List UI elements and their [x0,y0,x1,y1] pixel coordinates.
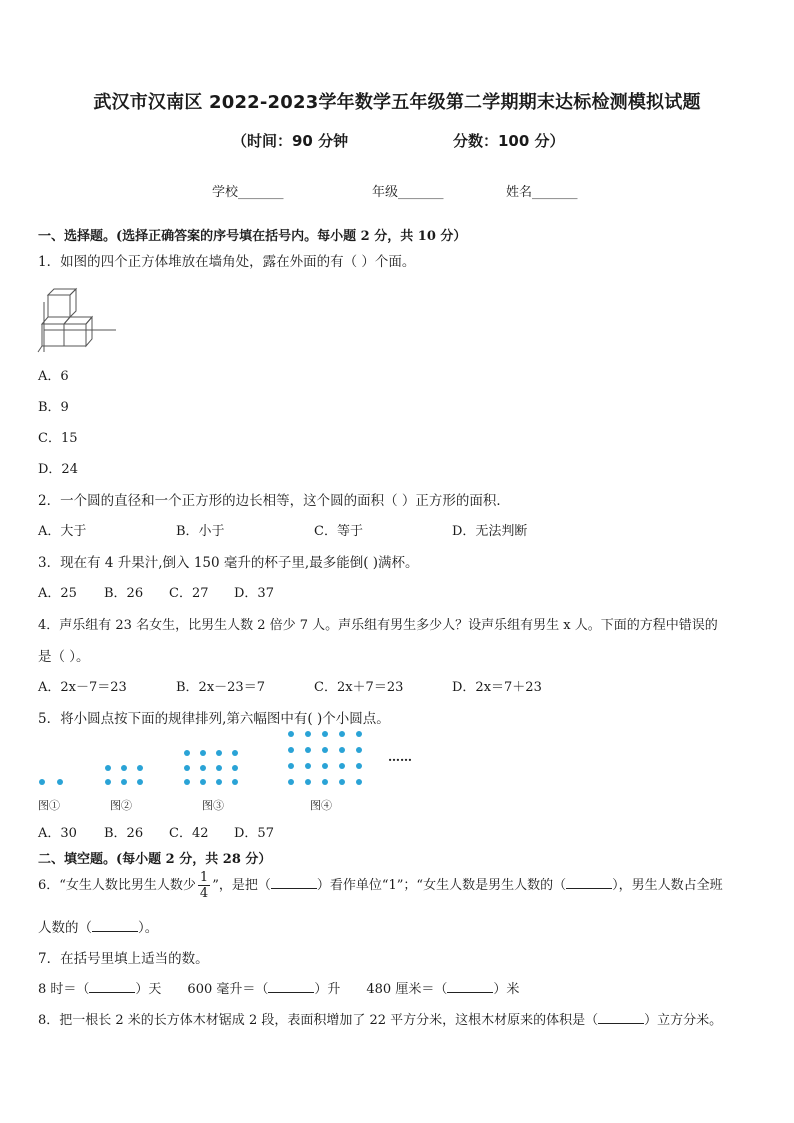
q7-blank-liters[interactable] [268,980,314,993]
figure-3-label: 图③ [202,799,224,812]
q3-option-a[interactable]: A．25 [38,586,77,601]
fraction-denominator: 4 [199,886,209,901]
q1-option-b[interactable]: B．9 [38,400,69,415]
q2-option-c[interactable]: C．等于 [314,524,363,539]
pattern-dot [216,750,222,756]
pattern-dot [121,765,127,771]
question-4-line2: 是（ ）。 [38,649,90,665]
question-7: 7．在括号里填上适当的数。 [38,951,209,967]
q7-a-prefix: 8 时＝（ [38,982,90,997]
pattern-dot [322,747,328,753]
grade-field[interactable]: 年级_______ [372,185,444,200]
question-5: 5．将小圆点按下面的规律排列,第六幅图中有( )个小圆点。 [38,711,390,727]
pattern-dot [137,765,143,771]
pattern-dot [339,763,345,769]
q3-option-b[interactable]: B．26 [104,586,144,601]
q2-option-b[interactable]: B．小于 [176,524,225,539]
q1-option-a[interactable]: A．6 [38,369,69,384]
question-2: 2．一个圆的直径和一个正方形的边长相等，这个圆的面积（ ）正方形的面积． [38,493,510,509]
section-1-heading: 一、选择题。(选择正确答案的序号填在括号内。每小题 2 分，共 10 分） [38,229,467,244]
fraction-one-quarter [198,871,210,900]
question-4-line1: 4．声乐组有 23 名女生，比男生人数 2 倍少 7 人。声乐组有男生多少人？设声乐组有男生 x 人。下面的方程中错误的 [38,618,718,633]
section-2-heading: 二、填空题。(每小题 2 分，共 28 分） [38,852,272,867]
q7-b-suffix: ）升 [314,982,341,997]
q2-option-d[interactable]: D．无法判断 [452,524,528,539]
q8-blank[interactable] [598,1011,644,1024]
q1-option-d[interactable]: D．24 [38,462,78,477]
q5-option-c[interactable]: C．42 [169,826,209,841]
pattern-dot [288,731,294,737]
q6-blank-2[interactable] [566,876,612,889]
pattern-dot [184,765,190,771]
q5-option-a[interactable]: A．30 [38,826,77,841]
fraction-numerator: 1 [199,870,209,885]
q6-part1: 6．“女生人数比男生人数少 [38,878,196,893]
q8-part1: 8．把一根长 2 米的长方体木材锯成 2 段，表面积增加了 22 平方分米，这根木材原来的体积是（ [38,1013,599,1028]
pattern-dot [200,779,206,785]
pattern-dot [288,747,294,753]
pattern-dot [356,763,362,769]
pattern-dot [356,779,362,785]
pattern-dot [216,779,222,785]
q4-option-c[interactable]: C．2x＋7＝23 [314,680,404,695]
q6-blank-3[interactable] [92,919,138,932]
figure-2-label: 图② [110,799,132,812]
pattern-dot [305,779,311,785]
pattern-dot [356,731,362,737]
q1-option-c[interactable]: C．15 [38,431,78,446]
q6-blank-1[interactable] [271,876,317,889]
pattern-ellipsis: …… [388,750,412,764]
exam-score: 分数：100 分） [453,132,565,150]
q6-line2-b: ）。 [138,920,159,936]
q7-blank-meters[interactable] [447,980,493,993]
q3-option-d[interactable]: D．37 [234,586,274,601]
q5-option-b[interactable]: B．26 [104,826,144,841]
pattern-dot [105,765,111,771]
q3-option-c[interactable]: C．27 [169,586,209,601]
pattern-dot [232,750,238,756]
pattern-dot [137,779,143,785]
pattern-dot [105,779,111,785]
question-6-line1 [38,871,723,900]
figure-1-label: 图① [38,799,60,812]
q5-option-d[interactable]: D．57 [234,826,274,841]
stacked-cubes-figure [36,284,120,354]
pattern-dot [184,779,190,785]
pattern-dot [288,763,294,769]
pattern-dot [339,731,345,737]
q6-part3: ）看作单位“1”；“女生人数是男生人数的（ [316,878,567,893]
q7-b-prefix: 600 毫升＝（ [187,982,269,997]
pattern-dot [322,731,328,737]
pattern-dot [121,779,127,785]
pattern-dot [288,779,294,785]
exam-time: （时间：90 分钟 [232,132,349,150]
pattern-dot [184,750,190,756]
q7-c-prefix: 480 厘米＝（ [366,982,448,997]
pattern-dot [200,765,206,771]
question-1: 1．如图的四个正方体堆放在墙角处，露在外面的有（ ）个面。 [38,254,416,270]
question-8 [38,1009,722,1028]
q7-a-suffix: ）天 [135,982,162,997]
q7-blank-days[interactable] [89,980,135,993]
page-title: 武汉市汉南区 2022-2023学年数学五年级第二学期期末达标检测模拟试题 [93,92,701,113]
q8-part2: ）立方分米。 [644,1013,723,1028]
pattern-dot [322,779,328,785]
pattern-dot [305,763,311,769]
q6-line2-a: 人数的（ [38,920,92,936]
pattern-dot [232,765,238,771]
question-3: 3．现在有 4 升果汁,倒入 150 毫升的杯子里,最多能倒( )满杯。 [38,555,419,571]
pattern-dot [356,747,362,753]
pattern-dot [322,763,328,769]
pattern-dot [305,731,311,737]
question-6-line2 [38,916,158,936]
q6-part2: ”，是把（ [212,878,271,893]
pattern-dot [305,747,311,753]
pattern-dot [216,765,222,771]
name-field[interactable]: 姓名_______ [506,185,578,200]
pattern-dot [339,779,345,785]
pattern-dot [39,779,45,785]
school-field[interactable]: 学校_______ [212,185,284,200]
pattern-dot [339,747,345,753]
dot-pattern-figure [30,726,430,794]
q4-option-d[interactable]: D．2x＝7＋23 [452,680,542,695]
pattern-dot [200,750,206,756]
q2-option-a[interactable]: A．大于 [38,524,87,539]
q7-c-suffix: ）米 [493,982,520,997]
pattern-dot [57,779,63,785]
q6-part4: ），男生人数占全班 [612,878,723,893]
q4-option-b[interactable]: B．2x－23＝7 [176,680,265,695]
q4-option-a[interactable]: A．2x－7＝23 [38,680,127,695]
pattern-dot [232,779,238,785]
question-7-items [38,978,519,997]
figure-4-label: 图④ [310,799,332,812]
